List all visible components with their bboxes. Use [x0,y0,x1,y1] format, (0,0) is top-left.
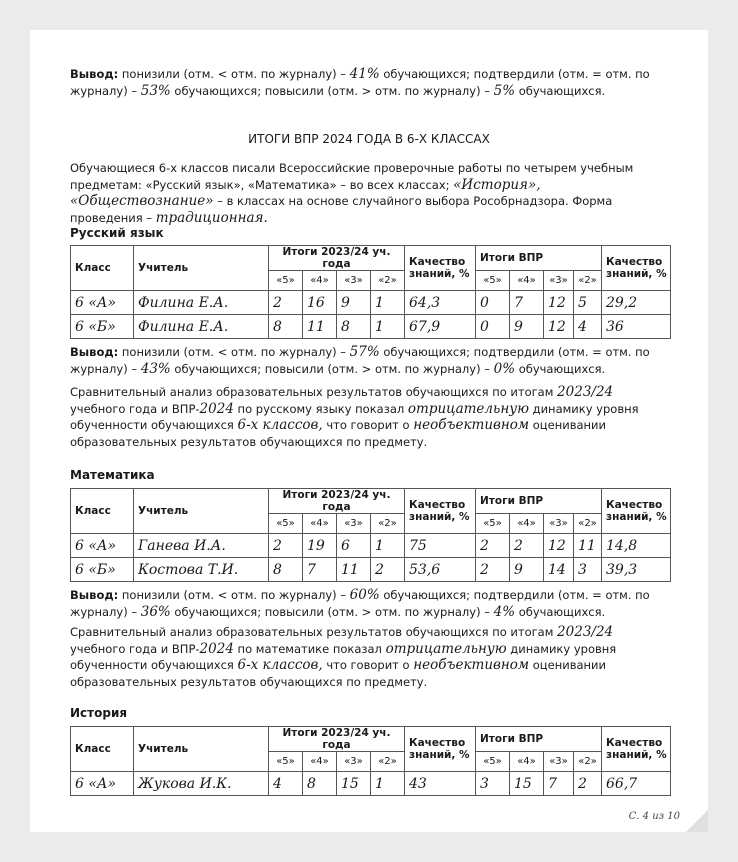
description-text: Обучающиеся 6-х классов писали Всероссийские проверочные работы по четырем учебным предметам: «Русский язык», «Математика» – во всех классах; [70,161,634,192]
cell-year-2: 1 [371,772,405,796]
cell-year-quality: 43 [405,772,476,796]
header-class: Класс [71,489,134,534]
header-grade-2: «2» [371,752,405,772]
analysis-italic: 2024 [199,400,234,417]
cell-vpr-3: 14 [544,558,574,582]
section-description [70,160,670,226]
cell-vpr-quality: 66,7 [602,772,671,796]
cell-year-2: 1 [371,291,405,315]
header-year-results: Итоги 2023/24 уч. года [269,727,405,752]
percent-raised: 0% [493,360,516,377]
cell-year-4: 7 [303,558,337,582]
cell-vpr-4: 7 [510,291,544,315]
header-grade-2: «2» [574,514,602,534]
header-grade-2: «2» [371,514,405,534]
conclusion-text: понизили (отм. < отм. по журналу) – [118,67,350,81]
header-class: Класс [71,246,134,291]
cell-teacher: Филина Е.А. [134,291,269,315]
header-grade-4: «4» [510,752,544,772]
header-grade-3: «3» [337,514,371,534]
cell-class: 6 «А» [71,534,134,558]
header-grade-2: «2» [574,271,602,291]
results-table-math [70,488,671,582]
cell-year-4: 19 [303,534,337,558]
percent-raised: 5% [493,82,516,99]
analysis-italic: 6-х классов, [237,657,323,673]
math-conclusion [70,587,670,620]
cell-year-quality: 64,3 [405,291,476,315]
cell-year-2: 1 [371,534,405,558]
section-heading: ИТОГИ ВПР 2024 ГОДА В 6-Х КЛАССАХ [248,132,490,146]
conclusion-text: обучающихся; повысили (отм. > отм. по журналу) – [170,83,494,98]
cell-vpr-5: 0 [476,291,510,315]
header-vpr-results: Итоги ВПР [476,489,602,514]
analysis-italic: отрицательную [407,400,529,417]
conclusion-text: обучающихся. [515,361,606,376]
conclusion-text: обучающихся; повысили (отм. > отм. по журналу) – [170,361,494,376]
conclusion-text: обучающихся; подтвердили (отм. = отм. по журналу) – [70,67,650,98]
cell-vpr-4: 9 [510,558,544,582]
cell-class: 6 «А» [71,772,134,796]
header-year-results: Итоги 2023/24 уч. года [269,246,405,271]
cell-teacher: Костова Т.И. [134,558,269,582]
header-vpr-results: Итоги ВПР [476,246,602,271]
header-grade-5: «5» [269,752,303,772]
header-grade-2: «2» [371,271,405,291]
math-analysis [70,624,670,690]
header-grade-5: «5» [269,514,303,534]
header-grade-3: «3» [337,752,371,772]
cell-year-5: 2 [269,291,303,315]
results-table-russian [70,245,671,339]
cell-vpr-quality: 29,2 [602,291,671,315]
analysis-text: оценивании образовательных результатов обучающихся по предмету. [70,658,606,689]
cell-vpr-4: 2 [510,534,544,558]
cell-year-5: 4 [269,772,303,796]
header-class: Класс [71,727,134,772]
conclusion-text: обучающихся; повысили (отм. > отм. по журналу) – [170,604,494,619]
header-quality: Качество знаний, % [405,727,476,772]
cell-year-quality: 67,9 [405,315,476,339]
cell-year-3: 11 [337,558,371,582]
cell-year-4: 16 [303,291,337,315]
header-grade-4: «4» [303,271,337,291]
cell-vpr-3: 12 [544,534,574,558]
header-grade-3: «3» [544,514,574,534]
percent-confirmed: 43% [140,360,171,377]
header-teacher: Учитель [134,727,269,772]
analysis-text: по математике показал [233,641,386,656]
description-italic: традиционная. [155,209,268,226]
document-page [30,30,708,832]
cell-vpr-2: 4 [574,315,602,339]
cell-vpr-2: 11 [574,534,602,558]
percent-lowered: 41% [349,66,380,82]
conclusion-label: Вывод: [70,345,119,359]
cell-vpr-quality: 39,3 [602,558,671,582]
table-row [71,534,671,558]
header-grade-5: «5» [476,752,510,772]
subject-title-russian: Русский язык [70,226,164,240]
description-text: – в классах на основе случайного выбора Рособрнадзора. Форма проведения – [70,194,613,225]
cell-teacher: Жукова И.К. [134,772,269,796]
conclusion-text: понизили (отм. < отм. по журналу) – [118,588,350,602]
analysis-italic: необъективном [413,657,530,673]
conclusion-label: Вывод: [70,588,119,602]
intro-conclusion [70,66,670,99]
cell-year-quality: 53,6 [405,558,476,582]
cell-class: 6 «Б» [71,558,134,582]
conclusion-text: обучающихся. [515,83,606,98]
cell-teacher: Ганева И.А. [134,534,269,558]
analysis-text: учебного года и ВПР- [70,401,200,416]
percent-confirmed: 36% [140,603,171,620]
analysis-text: по русскому языку показал [233,401,408,416]
header-grade-4: «4» [510,514,544,534]
cell-vpr-5: 0 [476,315,510,339]
header-grade-5: «5» [476,514,510,534]
analysis-text: динамику уровня обученности обучающихся [70,641,617,672]
cell-vpr-quality: 36 [602,315,671,339]
header-grade-4: «4» [303,514,337,534]
cell-year-3: 15 [337,772,371,796]
analysis-text: учебного года и ВПР- [70,641,200,656]
subject-title-math: Математика [70,468,155,482]
cell-vpr-5: 2 [476,558,510,582]
cell-year-3: 9 [337,291,371,315]
page-corner-fold [686,810,708,832]
cell-year-2: 2 [371,558,405,582]
table-row [71,315,671,339]
cell-year-2: 1 [371,315,405,339]
analysis-italic: отрицательную [385,640,507,657]
russian-analysis [70,384,670,450]
analysis-text: оценивании образовательных результатов обучающихся по предмету. [70,418,606,449]
page-number: С. 4 из 10 [628,811,680,822]
header-vpr-results: Итоги ВПР [476,727,602,752]
cell-teacher: Филина Е.А. [134,315,269,339]
percent-raised: 4% [493,603,516,620]
header-year-results: Итоги 2023/24 уч. года [269,489,405,514]
cell-year-3: 8 [337,315,371,339]
header-quality: Качество знаний, % [405,246,476,291]
cell-year-quality: 75 [405,534,476,558]
conclusion-label: Вывод: [70,67,119,81]
analysis-text: Сравнительный анализ образовательных результатов обучающихся по итогам [70,625,558,639]
analysis-italic: 2024 [199,640,234,657]
cell-vpr-quality: 14,8 [602,534,671,558]
conclusion-text: обучающихся; подтвердили (отм. = отм. по журналу) – [70,588,650,619]
header-quality: Качество знаний, % [602,246,671,291]
analysis-text: Сравнительный анализ образовательных результатов обучающихся по итогам [70,385,558,399]
cell-vpr-5: 3 [476,772,510,796]
cell-year-5: 8 [269,558,303,582]
subject-title-history: История [70,706,128,720]
cell-year-5: 8 [269,315,303,339]
table-row [71,558,671,582]
cell-vpr-3: 12 [544,291,574,315]
cell-vpr-2: 2 [574,772,602,796]
analysis-italic: 6-х классов, [237,417,323,433]
header-grade-3: «3» [337,271,371,291]
cell-vpr-4: 9 [510,315,544,339]
cell-vpr-2: 3 [574,558,602,582]
table-row [71,772,671,796]
cell-class: 6 «А» [71,291,134,315]
cell-year-4: 11 [303,315,337,339]
header-grade-5: «5» [269,271,303,291]
cell-year-4: 8 [303,772,337,796]
analysis-italic: необъективном [413,417,530,433]
header-grade-2: «2» [574,752,602,772]
cell-vpr-2: 5 [574,291,602,315]
analysis-italic: 2023/24 [557,624,614,640]
analysis-text: что говорит о [322,658,414,672]
analysis-italic: 2023/24 [557,384,614,400]
header-teacher: Учитель [134,489,269,534]
conclusion-text: понизили (отм. < отм. по журналу) – [118,345,350,359]
header-teacher: Учитель [134,246,269,291]
cell-vpr-5: 2 [476,534,510,558]
analysis-text: что говорит о [322,418,414,432]
percent-lowered: 57% [349,344,380,360]
analysis-text: динамику уровня обученности обучающихся [70,401,639,432]
header-grade-4: «4» [303,752,337,772]
conclusion-text: обучающихся; подтвердили (отм. = отм. по журналу) – [70,345,650,376]
cell-year-5: 2 [269,534,303,558]
percent-confirmed: 53% [140,82,171,99]
conclusion-text: обучающихся. [515,604,606,619]
description-italic: «История», «Обществознание» [70,176,541,209]
russian-conclusion [70,344,670,377]
header-quality: Качество знаний, % [602,727,671,772]
header-quality: Качество знаний, % [405,489,476,534]
cell-year-3: 6 [337,534,371,558]
percent-lowered: 60% [349,587,380,603]
results-table-history [70,726,671,796]
header-grade-4: «4» [510,271,544,291]
header-grade-3: «3» [544,752,574,772]
header-grade-3: «3» [544,271,574,291]
cell-vpr-4: 15 [510,772,544,796]
cell-vpr-3: 12 [544,315,574,339]
table-row [71,291,671,315]
cell-class: 6 «Б» [71,315,134,339]
header-quality: Качество знаний, % [602,489,671,534]
cell-vpr-3: 7 [544,772,574,796]
header-grade-5: «5» [476,271,510,291]
